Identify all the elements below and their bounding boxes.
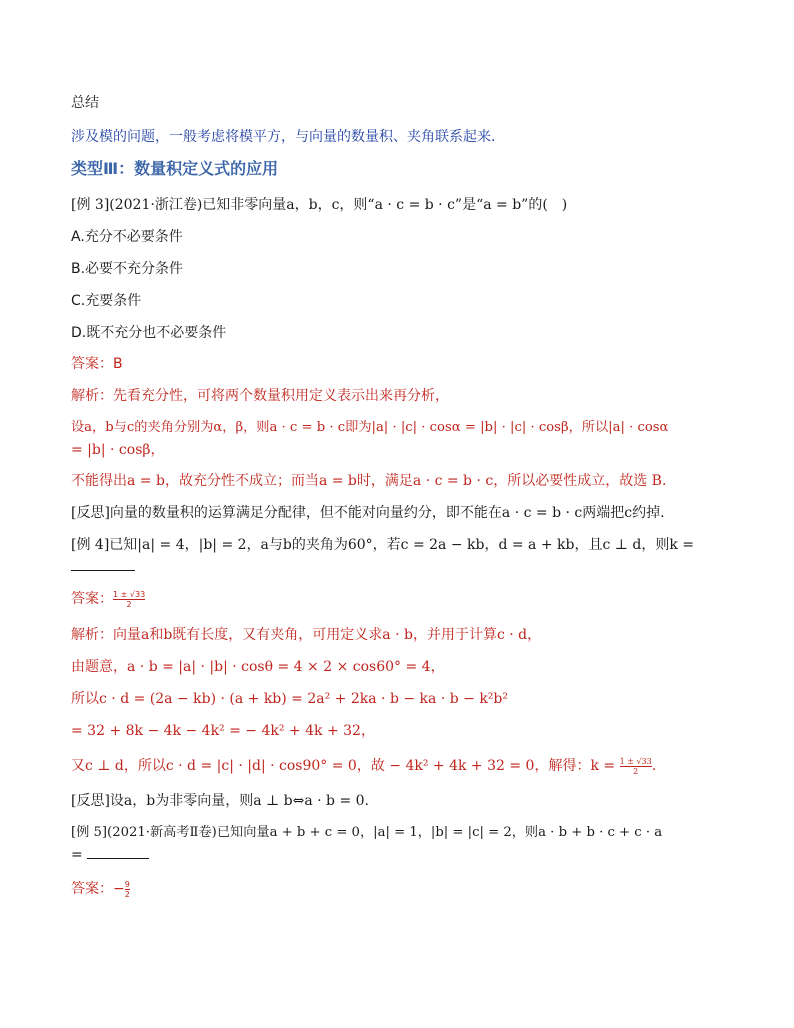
analysis-4-line-3: 所以c · d = (2a − kb) · (a + kb) = 2a² + 2ka · b − ka · b − k²b²: [71, 691, 508, 707]
answer-blank-4: [71, 557, 135, 577]
option-d: D.既不充分也不必要条件: [71, 325, 227, 341]
analysis-4-line-5: [71, 756, 656, 776]
analysis-line-3: = |b| · cosβ，: [71, 442, 165, 458]
fraction-denominator: 2: [113, 599, 145, 609]
summary-text: 涉及模的问题，一般考虑将模平方，与向量的数量积、夹角联系起来.: [71, 129, 496, 145]
reflection-1: [反思]向量的数量积的运算满足分配律，但不能对向量约分，即不能在a · c = b · c两端把c约掉.: [71, 505, 665, 521]
answer-label-5: 答案：: [71, 881, 113, 897]
answer-fraction: [113, 590, 145, 609]
analysis-line-4: 不能得出a = b，故充分性不成立；而当a = b时，满足a · c = b · c，所以必要性成立，故选 B.: [71, 473, 667, 489]
example-5-answer: [71, 879, 130, 899]
analysis-4-line-2: 由题意，a · b = |a| · |b| · cosθ = 4 × 2 × cos60° = 4，: [71, 659, 445, 675]
answer-blank-5: [87, 846, 149, 859]
answer-5-fraction: [125, 880, 130, 899]
analysis-4-line-5-text: 又c ⊥ d，所以c · d = |c| · |d| · cos90° = 0，故 − 4k² + 4k + 32 = 0，解得：k =: [71, 758, 616, 774]
reflection-2: [反思]设a，b为非零向量，则a ⊥ b⇔a · b = 0.: [71, 793, 369, 809]
example-5-equals: [71, 845, 149, 865]
k-numerator: 1 ± √33: [619, 756, 652, 766]
equals-sign: =: [71, 847, 83, 863]
option-a: A.充分不必要条件: [71, 229, 183, 245]
fraction-numerator: 1 ± √33: [113, 589, 146, 599]
analysis-line-2: 设a，b与c的夹角分别为α，β，则a · c = b · c即为|a| · |c| · cosα = |b| · |c| · cosβ，所以|a| · cosα: [71, 420, 669, 435]
analysis-line-1: 解析：先看充分性，可将两个数量积用定义表示出来再分析，: [71, 388, 449, 404]
k-fraction: [620, 757, 652, 776]
example-3-answer: 答案：B: [71, 356, 123, 372]
option-c: C.充要条件: [71, 293, 142, 309]
answer-5-numerator: 9: [124, 879, 130, 889]
answer-5-denominator: 2: [124, 889, 130, 899]
example-4-answer: [71, 589, 145, 609]
answer-label: 答案：: [71, 591, 113, 607]
analysis-4-line-1: 解析：向量a和b既有长度，又有夹角，可用定义求a · b，并用于计算c · d，: [71, 627, 542, 643]
analysis-4-line-4: = 32 + 8k − 4k − 4k² = − 4k² + 4k + 32，: [71, 723, 375, 739]
k-denominator: 2: [620, 766, 652, 776]
example-5-question: [例 5](2021·新高考Ⅱ卷)已知向量a + b + c = 0，|a| = 1，|b| = |c| = 2，则a · b + b · c + c · a: [71, 825, 663, 840]
example-3-question: [例 3](2021·浙江卷)已知非零向量a，b，c，则“a · c = b · c”是“a = b”的( ): [71, 197, 568, 213]
section-heading: 类型Ⅲ：数量积定义式的应用: [71, 159, 279, 178]
option-b: B.必要不充分条件: [71, 261, 184, 277]
example-4-question: [例 4]已知|a| = 4，|b| = 2，a与b的夹角为60°，若c = 2a − kb，d = a + kb，且c ⊥ d，则k =: [71, 537, 695, 553]
line-end-period: .: [651, 758, 657, 774]
summary-title: 总结: [71, 95, 99, 111]
minus-sign: −: [113, 881, 125, 897]
